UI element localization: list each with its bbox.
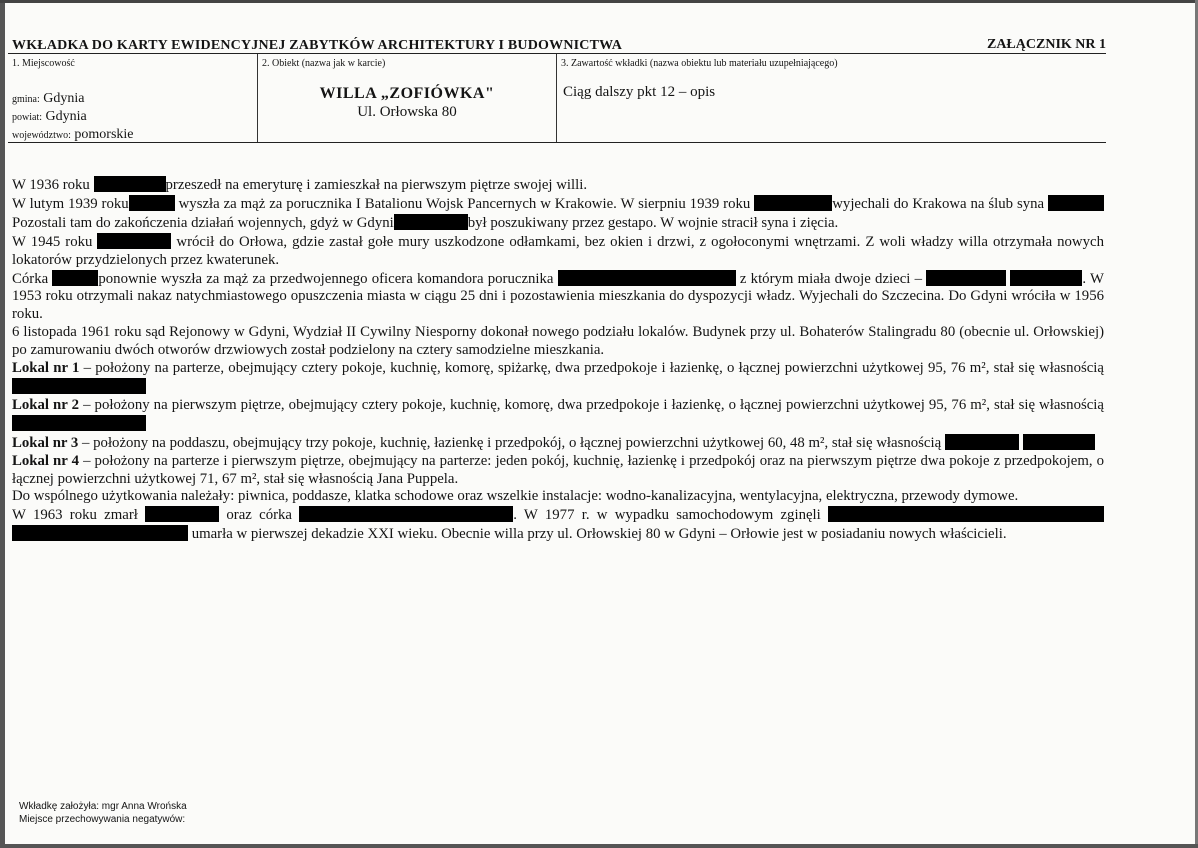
text-fragment: W 1945 roku [12, 233, 93, 250]
redaction-block [52, 270, 98, 286]
text-fragment: – położony na poddaszu, obejmujący trzy pokoje, kuchnię, łazienkę i przedpokój, o łącznej powierzchni użytkowej 60, 48 m², stał się własnością [78, 434, 942, 451]
content-cell [556, 54, 1107, 142]
lokal-label: Lokal nr 2 [12, 396, 80, 413]
redaction-block [94, 176, 166, 192]
document-title: WKŁADKA DO KARTY EWIDENCYJNEJ ZABYTKÓW ARCHITEKTURY I BUDOWNICTWA [12, 38, 623, 53]
scan-edge-left [0, 0, 5, 848]
lokal-label: Lokal nr 4 [12, 452, 80, 469]
text-fragment: W 1963 roku zmarł [12, 507, 138, 524]
object-caption: 2. Obiekt (nazwa jak w karcie) [262, 58, 386, 69]
object-address: Ul. Orłowska 80 [357, 104, 457, 120]
powiat-label: powiat: [12, 112, 42, 123]
text-fragment: z którym miała dwoje dzieci – [739, 270, 922, 287]
redaction-block [394, 214, 468, 230]
lokal-3 [12, 434, 1104, 453]
powiat-row [12, 109, 87, 125]
paragraph-1939 [12, 195, 1104, 233]
redaction-block [1010, 270, 1082, 286]
wojewodztwo-value: pomorskie [74, 127, 134, 142]
footer-author: Wkładkę założyła: mgr Anna Wrońska [19, 801, 187, 812]
text-fragment: W 1936 roku [12, 177, 90, 193]
object-name: WILLA „ZOFIÓWKA" [319, 85, 495, 102]
locality-cell [8, 54, 256, 142]
redaction-block [754, 195, 832, 211]
redaction-block [1048, 195, 1104, 211]
redaction-block [1023, 434, 1095, 450]
footer-negatives: Miejsce przechowywania negatywów: [19, 814, 186, 825]
paragraph-1936 [12, 176, 1104, 195]
redaction-block [97, 233, 171, 249]
text-fragment: oraz córka [226, 507, 292, 524]
scan-edge-top [0, 0, 1198, 3]
text-fragment: wyjechali do Krakowa na ślub syna [832, 195, 1045, 212]
paragraph-1963 [12, 506, 1104, 544]
redaction-block [926, 270, 1006, 286]
redaction-block [129, 195, 175, 211]
redaction-block [12, 415, 146, 431]
wojewodztwo-row [12, 127, 134, 143]
text-fragment: W lutym 1939 roku [12, 195, 129, 212]
gmina-label: gmina: [12, 94, 40, 105]
annex-label: ZAŁĄCZNIK NR 1 [986, 37, 1106, 52]
lokal-label: Lokal nr 1 [12, 360, 80, 377]
redaction-block [558, 270, 736, 286]
redaction-block [945, 434, 1019, 450]
paragraph-corka [12, 270, 1104, 325]
redaction-block [299, 506, 513, 522]
redaction-block [145, 506, 219, 522]
redaction-block [12, 525, 188, 541]
text-fragment: – położony na pierwszym piętrze, obejmujący cztery pokoje, kuchnię, komorę, dwa przedpokoje i łazienkę, o łącznej powierzchni użytkowej 95, 76 m², stał się własnością [79, 396, 1104, 413]
paragraph-common-use: Do wspólnego użytkowania należały: piwnica, poddasze, klatka schodowe oraz wszelkie instalacje: wodno-kanalizacyjna, wentylacyjna, elektryczna, przewody dymowe. [12, 488, 1019, 505]
text-fragment: Córka [12, 270, 49, 287]
text-fragment: . W 1953 roku otrzymali nakaz natychmiastowego opuszczenia miasta w ciągu 25 dni i pozostawienia mieszkania do dyspozycji władz. Wyjechali do Szczecina. Do Gdyni wróciła w 1956 roku. [12, 270, 1104, 323]
lokal-label: Lokal nr 3 [12, 434, 79, 451]
text-fragment: Pozostali tam do zakończenia działań wojennych, gdyż w Gdyni [12, 214, 394, 231]
lokal-1 [12, 360, 1104, 397]
wojewodztwo-label: województwo: [12, 130, 71, 141]
text-fragment: . W 1977 r. w wypadku samochodowym zginęli [513, 507, 821, 524]
lokal-2 [12, 397, 1104, 434]
redaction-block [828, 506, 1104, 522]
object-cell [257, 54, 556, 142]
lokal-4 [12, 453, 1104, 489]
content-caption: 3. Zawartość wkładki (nazwa obiektu lub materiału uzupełniającego) [561, 58, 838, 69]
text-fragment: ponownie wyszła za mąż za przedwojennego oficera komandora porucznika [98, 270, 554, 287]
gmina-row [12, 91, 85, 107]
gmina-value: Gdynia [43, 91, 85, 106]
text-fragment: przeszedł na emeryturę i zamieszkał na pierwszym piętrze swojej willi. [165, 177, 588, 193]
paragraph-1961: 6 listopada 1961 roku sąd Rejonowy w Gdyni, Wydział II Cywilny Niesporny dokonał nowego podziału lokalów. Budynek przy ul. Bohaterów Stalingradu 80 (obecnie ul. Orłowskiej) po zamurowaniu dwóch otworów drzwiowych został podzielony na cztery samodzielne mieszkania. [12, 324, 1104, 359]
description-body [12, 176, 1104, 544]
redaction-block [12, 378, 146, 394]
text-fragment: umarła w pierwszej dekadzie XXI wieku. Obecnie willa przy ul. Orłowskiej 80 w Gdyni – Orłowie jest w posiadaniu nowych właścicieli. [191, 526, 1007, 543]
text-fragment: był poszukiwany przez gestapo. W wojnie stracił syna i zięcia. [467, 214, 839, 231]
scan-edge-bottom [0, 844, 1198, 848]
text-fragment: – położony na parterze, obejmujący cztery pokoje, kuchnię, komorę, spiżarkę, dwa przedpokoje i łazienkę, o łącznej powierzchni użytkowej 95, 76 m², stał się własnością [79, 360, 1104, 377]
header-form-table [8, 53, 1106, 143]
content-text: Ciąg dalszy pkt 12 – opis [563, 84, 716, 100]
text-fragment: – położony na parterze i pierwszym piętrze, obejmujący na parterze: jeden pokój, kuchnię, łazienkę i przedpokój oraz na pierwszym piętrze dwa pokoje z przedpokojem, o łącznej powierzchni użytkowej 71, 67 m², stał się własnością Jana Puppela. [12, 452, 1104, 487]
paragraph-1945 [12, 233, 1104, 270]
text-fragment: wrócił do Orłowa, gdzie zastał gołe mury uszkodzone odłamkami, bez okien i drzwi, z ogołoconymi wnętrzami. Z woli władzy willa otrzymała nowych lokatorów przydzielonych przez kwaterunek. [12, 233, 1104, 268]
locality-caption: 1. Miejscowość [12, 58, 75, 69]
powiat-value: Gdynia [45, 109, 87, 124]
text-fragment: wyszła za mąż za porucznika I Batalionu Wojsk Pancernych w Krakowie. W sierpniu 1939 roku [178, 195, 751, 212]
